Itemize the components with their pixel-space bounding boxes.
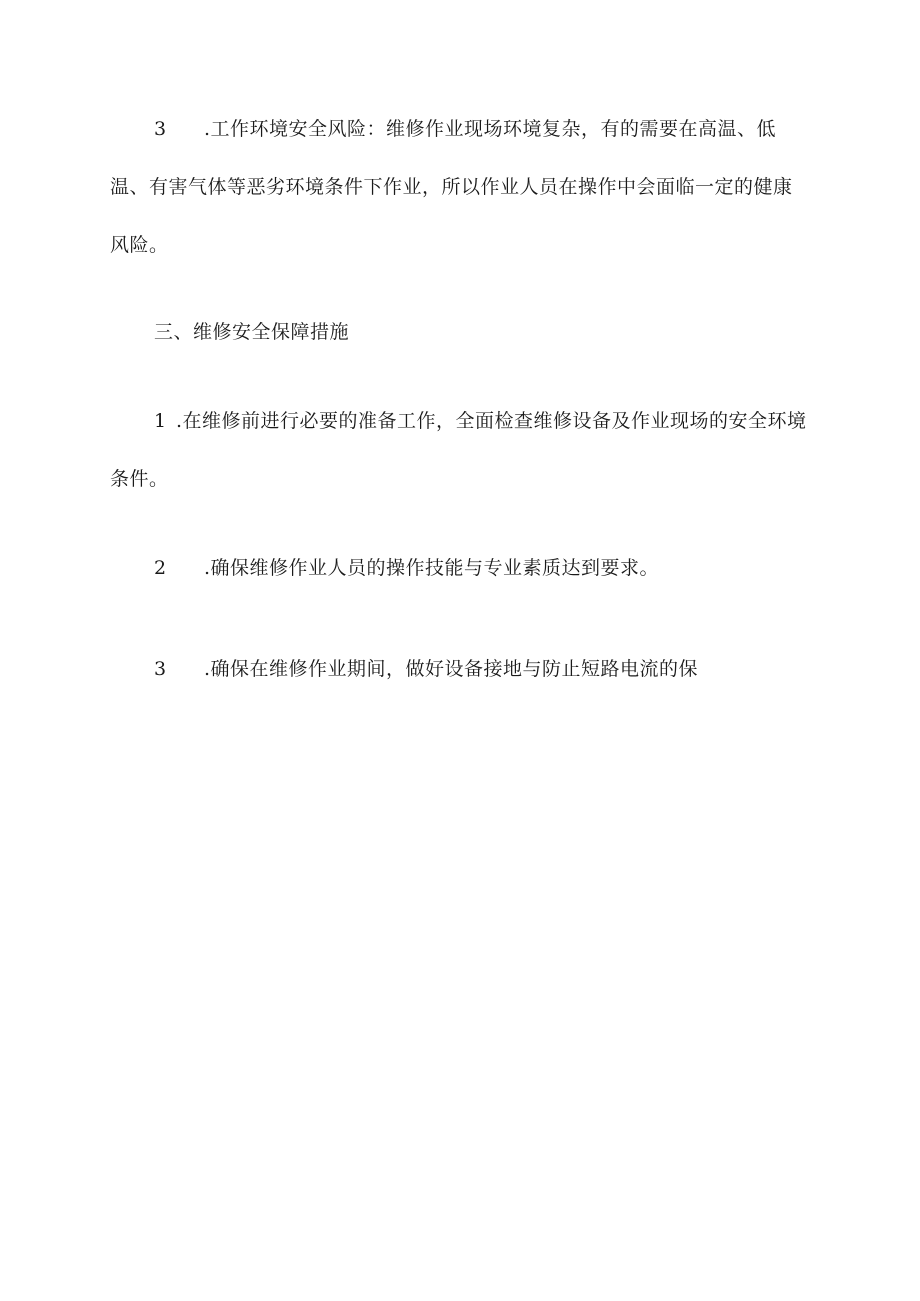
paragraph-operator-skills <box>110 539 810 597</box>
paragraph-text: .工作环境安全风险：维修作业现场环境复杂，有的需要在高温、低温、有害气体等恶劣环境条件下作业，所以作业人员在操作中会面临一定的健康风险。 <box>110 118 793 256</box>
paragraph-number: 3 <box>154 118 167 140</box>
paragraph-grounding <box>110 640 810 698</box>
paragraph-number: 3 <box>154 658 167 680</box>
paragraph-text: .确保维修作业人员的操作技能与专业素质达到要求。 <box>204 557 660 579</box>
paragraph-preparation <box>110 392 810 508</box>
paragraph-number: 2 <box>154 557 167 579</box>
paragraph-number: 1 <box>154 410 167 432</box>
paragraph-text: .在维修前进行必要的准备工作，全面检查维修设备及作业现场的安全环境条件。 <box>110 410 807 490</box>
paragraph-work-environment-risk <box>110 100 810 274</box>
paragraph-text: .确保在维修作业期间，做好设备接地与防止短路电流的保 <box>204 658 699 680</box>
section-heading: 三、维修安全保障措施 <box>154 321 350 343</box>
